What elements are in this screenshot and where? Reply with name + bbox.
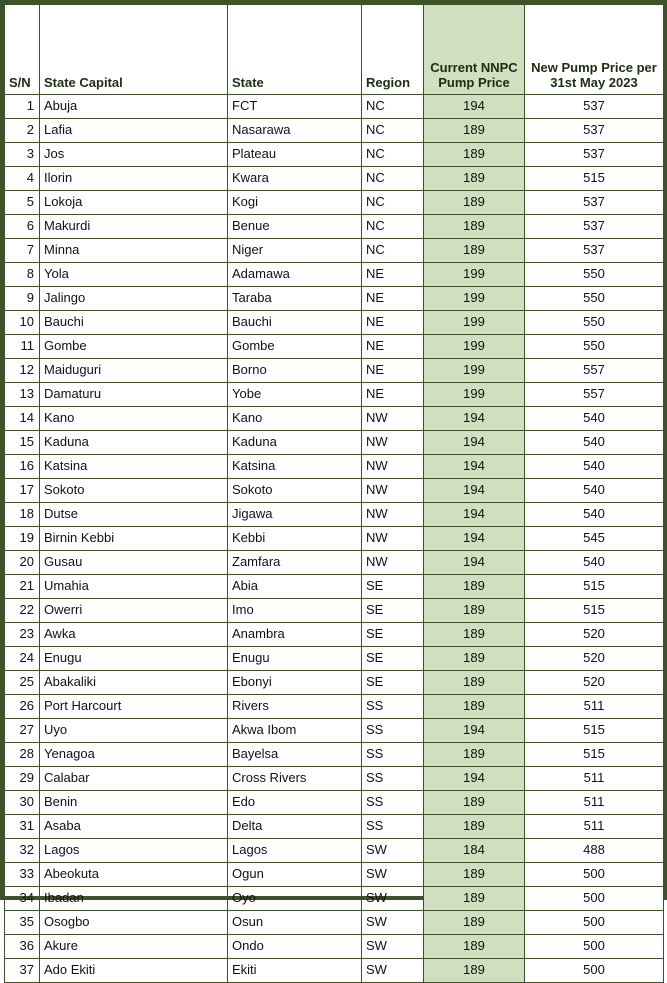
cell-sn: 21: [5, 575, 40, 599]
cell-state: Kogi: [228, 191, 362, 215]
table-row: [5, 503, 664, 527]
cell-sn: 15: [5, 431, 40, 455]
cell-state-capital: Enugu: [40, 647, 228, 671]
table-row: [5, 191, 664, 215]
table-row: [5, 287, 664, 311]
cell-new-price: 515: [525, 575, 664, 599]
cell-state-capital: Lokoja: [40, 191, 228, 215]
cell-state: Gombe: [228, 335, 362, 359]
cell-sn: 18: [5, 503, 40, 527]
cell-state: Bauchi: [228, 311, 362, 335]
table-row: [5, 239, 664, 263]
cell-state: Oyo: [228, 887, 362, 911]
cell-new-price: 511: [525, 815, 664, 839]
cell-state-capital: Lagos: [40, 839, 228, 863]
table-row: [5, 863, 664, 887]
cell-new-price: 537: [525, 95, 664, 119]
cell-state: Anambra: [228, 623, 362, 647]
cell-new-price: 540: [525, 431, 664, 455]
table-row: [5, 839, 664, 863]
cell-state: Adamawa: [228, 263, 362, 287]
table-row: [5, 455, 664, 479]
cell-region: SE: [362, 575, 424, 599]
cell-region: NE: [362, 383, 424, 407]
cell-state: FCT: [228, 95, 362, 119]
cell-region: NC: [362, 95, 424, 119]
table-row: [5, 143, 664, 167]
table-row: [5, 743, 664, 767]
cell-current-price: 194: [424, 551, 525, 575]
cell-sn: 37: [5, 959, 40, 983]
column-header-capital: State Capital: [40, 5, 228, 95]
cell-new-price: 520: [525, 623, 664, 647]
cell-new-price: 488: [525, 839, 664, 863]
cell-state: Enugu: [228, 647, 362, 671]
cell-state-capital: Birnin Kebbi: [40, 527, 228, 551]
cell-current-price: 194: [424, 407, 525, 431]
cell-state-capital: Abakaliki: [40, 671, 228, 695]
cell-region: NW: [362, 551, 424, 575]
column-header-state: State: [228, 5, 362, 95]
table-row: [5, 119, 664, 143]
cell-new-price: 537: [525, 119, 664, 143]
cell-region: NC: [362, 167, 424, 191]
table-row: [5, 431, 664, 455]
cell-state: Ekiti: [228, 959, 362, 983]
cell-new-price: 515: [525, 167, 664, 191]
cell-state: Benue: [228, 215, 362, 239]
cell-current-price: 189: [424, 959, 525, 983]
cell-state: Sokoto: [228, 479, 362, 503]
cell-current-price: 189: [424, 743, 525, 767]
cell-current-price: 189: [424, 815, 525, 839]
pump-price-table: [4, 4, 664, 983]
column-header-new-price: New Pump Price per 31st May 2023: [525, 5, 664, 95]
cell-sn: 14: [5, 407, 40, 431]
table-row: [5, 815, 664, 839]
cell-current-price: 189: [424, 167, 525, 191]
cell-region: SS: [362, 695, 424, 719]
cell-state-capital: Katsina: [40, 455, 228, 479]
cell-state: Delta: [228, 815, 362, 839]
cell-sn: 6: [5, 215, 40, 239]
cell-sn: 35: [5, 911, 40, 935]
cell-sn: 4: [5, 167, 40, 191]
cell-state-capital: Ilorin: [40, 167, 228, 191]
table-row: [5, 719, 664, 743]
cell-current-price: 199: [424, 335, 525, 359]
cell-new-price: 540: [525, 455, 664, 479]
table-row: [5, 359, 664, 383]
cell-state-capital: Bauchi: [40, 311, 228, 335]
cell-current-price: 189: [424, 935, 525, 959]
cell-current-price: 189: [424, 695, 525, 719]
cell-current-price: 199: [424, 311, 525, 335]
table-body: [5, 95, 664, 983]
cell-current-price: 184: [424, 839, 525, 863]
table-row: [5, 479, 664, 503]
cell-sn: 34: [5, 887, 40, 911]
cell-sn: 26: [5, 695, 40, 719]
cell-sn: 17: [5, 479, 40, 503]
column-header-sn: S/N: [5, 5, 40, 95]
cell-current-price: 199: [424, 359, 525, 383]
cell-new-price: 540: [525, 551, 664, 575]
table-row: [5, 95, 664, 119]
cell-region: NW: [362, 407, 424, 431]
cell-new-price: 540: [525, 479, 664, 503]
cell-region: SE: [362, 599, 424, 623]
cell-state-capital: Gusau: [40, 551, 228, 575]
table-row: [5, 167, 664, 191]
cell-current-price: 189: [424, 623, 525, 647]
cell-state-capital: Benin: [40, 791, 228, 815]
cell-new-price: 511: [525, 767, 664, 791]
cell-current-price: 189: [424, 239, 525, 263]
cell-state-capital: Makurdi: [40, 215, 228, 239]
table-row: [5, 215, 664, 239]
cell-state: Niger: [228, 239, 362, 263]
table-row: [5, 959, 664, 983]
table-row: [5, 311, 664, 335]
cell-new-price: 550: [525, 335, 664, 359]
cell-new-price: 537: [525, 191, 664, 215]
cell-state: Ogun: [228, 863, 362, 887]
cell-region: NE: [362, 335, 424, 359]
cell-current-price: 194: [424, 767, 525, 791]
cell-state: Kebbi: [228, 527, 362, 551]
cell-state: Lagos: [228, 839, 362, 863]
cell-state: Jigawa: [228, 503, 362, 527]
cell-region: NW: [362, 503, 424, 527]
cell-sn: 30: [5, 791, 40, 815]
cell-sn: 33: [5, 863, 40, 887]
cell-region: SS: [362, 719, 424, 743]
cell-region: NE: [362, 311, 424, 335]
table-row: [5, 647, 664, 671]
cell-state-capital: Osogbo: [40, 911, 228, 935]
cell-new-price: 540: [525, 503, 664, 527]
cell-current-price: 194: [424, 503, 525, 527]
cell-new-price: 511: [525, 695, 664, 719]
cell-new-price: 520: [525, 671, 664, 695]
cell-sn: 5: [5, 191, 40, 215]
cell-state-capital: Abuja: [40, 95, 228, 119]
cell-new-price: 500: [525, 863, 664, 887]
cell-current-price: 194: [424, 455, 525, 479]
cell-sn: 3: [5, 143, 40, 167]
cell-region: SE: [362, 647, 424, 671]
cell-region: NW: [362, 479, 424, 503]
table-row: [5, 383, 664, 407]
cell-state: Borno: [228, 359, 362, 383]
cell-state-capital: Yola: [40, 263, 228, 287]
cell-new-price: 537: [525, 143, 664, 167]
table-row: [5, 623, 664, 647]
cell-state: Nasarawa: [228, 119, 362, 143]
cell-sn: 8: [5, 263, 40, 287]
cell-region: SS: [362, 743, 424, 767]
cell-state-capital: Abeokuta: [40, 863, 228, 887]
table-row: [5, 887, 664, 911]
cell-new-price: 500: [525, 959, 664, 983]
cell-current-price: 194: [424, 479, 525, 503]
cell-new-price: 511: [525, 791, 664, 815]
cell-current-price: 189: [424, 647, 525, 671]
cell-new-price: 537: [525, 215, 664, 239]
cell-region: NC: [362, 239, 424, 263]
cell-region: SW: [362, 959, 424, 983]
cell-new-price: 540: [525, 407, 664, 431]
cell-region: NC: [362, 215, 424, 239]
table-row: [5, 575, 664, 599]
cell-state-capital: Damaturu: [40, 383, 228, 407]
cell-sn: 22: [5, 599, 40, 623]
cell-new-price: 500: [525, 887, 664, 911]
cell-region: SE: [362, 671, 424, 695]
cell-state-capital: Yenagoa: [40, 743, 228, 767]
cell-state: Kaduna: [228, 431, 362, 455]
cell-state-capital: Kano: [40, 407, 228, 431]
cell-region: NW: [362, 455, 424, 479]
cell-sn: 20: [5, 551, 40, 575]
table-row: [5, 527, 664, 551]
cell-sn: 10: [5, 311, 40, 335]
table-row: [5, 551, 664, 575]
cell-region: SS: [362, 767, 424, 791]
cell-new-price: 537: [525, 239, 664, 263]
cell-state-capital: Asaba: [40, 815, 228, 839]
cell-state-capital: Ado Ekiti: [40, 959, 228, 983]
cell-sn: 19: [5, 527, 40, 551]
cell-state: Yobe: [228, 383, 362, 407]
cell-current-price: 189: [424, 599, 525, 623]
cell-state-capital: Dutse: [40, 503, 228, 527]
table-header: [5, 5, 664, 95]
cell-sn: 16: [5, 455, 40, 479]
cell-region: NC: [362, 119, 424, 143]
cell-current-price: 189: [424, 791, 525, 815]
cell-region: SE: [362, 623, 424, 647]
cell-region: NW: [362, 431, 424, 455]
cell-state: Kwara: [228, 167, 362, 191]
cell-current-price: 194: [424, 527, 525, 551]
cell-sn: 36: [5, 935, 40, 959]
cell-state: Cross Rivers: [228, 767, 362, 791]
cell-sn: 11: [5, 335, 40, 359]
cell-new-price: 515: [525, 599, 664, 623]
cell-state-capital: Port Harcourt: [40, 695, 228, 719]
cell-state-capital: Kaduna: [40, 431, 228, 455]
cell-region: SS: [362, 791, 424, 815]
table-row: [5, 407, 664, 431]
cell-new-price: 500: [525, 911, 664, 935]
cell-region: NW: [362, 527, 424, 551]
cell-state: Rivers: [228, 695, 362, 719]
cell-sn: 28: [5, 743, 40, 767]
cell-state-capital: Akure: [40, 935, 228, 959]
cell-region: SS: [362, 815, 424, 839]
cell-state: Ondo: [228, 935, 362, 959]
cell-new-price: 520: [525, 647, 664, 671]
cell-new-price: 515: [525, 743, 664, 767]
cell-sn: 27: [5, 719, 40, 743]
cell-state-capital: Owerri: [40, 599, 228, 623]
cell-sn: 13: [5, 383, 40, 407]
cell-region: NC: [362, 143, 424, 167]
cell-current-price: 194: [424, 719, 525, 743]
cell-state: Edo: [228, 791, 362, 815]
cell-new-price: 500: [525, 935, 664, 959]
cell-region: SW: [362, 911, 424, 935]
cell-current-price: 189: [424, 119, 525, 143]
cell-state: Plateau: [228, 143, 362, 167]
cell-state-capital: Gombe: [40, 335, 228, 359]
cell-sn: 7: [5, 239, 40, 263]
cell-state-capital: Calabar: [40, 767, 228, 791]
cell-state: Akwa Ibom: [228, 719, 362, 743]
cell-sn: 23: [5, 623, 40, 647]
column-header-region: Region: [362, 5, 424, 95]
cell-sn: 9: [5, 287, 40, 311]
cell-state: Kano: [228, 407, 362, 431]
cell-state: Abia: [228, 575, 362, 599]
cell-region: SW: [362, 839, 424, 863]
table-row: [5, 695, 664, 719]
cell-current-price: 189: [424, 575, 525, 599]
table-row: [5, 767, 664, 791]
cell-new-price: 515: [525, 719, 664, 743]
cell-current-price: 189: [424, 863, 525, 887]
cell-new-price: 557: [525, 383, 664, 407]
cell-current-price: 189: [424, 911, 525, 935]
header-row: [5, 5, 664, 95]
cell-state-capital: Minna: [40, 239, 228, 263]
cell-sn: 24: [5, 647, 40, 671]
cell-region: NC: [362, 191, 424, 215]
cell-state: Imo: [228, 599, 362, 623]
cell-current-price: 189: [424, 215, 525, 239]
cell-state-capital: Jalingo: [40, 287, 228, 311]
table-row: [5, 263, 664, 287]
cell-current-price: 199: [424, 383, 525, 407]
cell-current-price: 189: [424, 887, 525, 911]
cell-state: Katsina: [228, 455, 362, 479]
table-row: [5, 911, 664, 935]
cell-region: NE: [362, 263, 424, 287]
cell-state-capital: Umahia: [40, 575, 228, 599]
cell-new-price: 557: [525, 359, 664, 383]
cell-new-price: 550: [525, 287, 664, 311]
cell-region: SW: [362, 863, 424, 887]
cell-region: NE: [362, 287, 424, 311]
cell-region: SW: [362, 935, 424, 959]
cell-current-price: 199: [424, 263, 525, 287]
cell-sn: 25: [5, 671, 40, 695]
cell-region: SW: [362, 887, 424, 911]
cell-state-capital: Uyo: [40, 719, 228, 743]
table-row: [5, 791, 664, 815]
cell-sn: 1: [5, 95, 40, 119]
table-row: [5, 935, 664, 959]
cell-state-capital: Maiduguri: [40, 359, 228, 383]
cell-current-price: 199: [424, 287, 525, 311]
cell-state: Ebonyi: [228, 671, 362, 695]
cell-new-price: 550: [525, 263, 664, 287]
table-row: [5, 335, 664, 359]
cell-state-capital: Awka: [40, 623, 228, 647]
cell-current-price: 189: [424, 671, 525, 695]
cell-region: NE: [362, 359, 424, 383]
column-header-current-price: Current NNPC Pump Price: [424, 5, 525, 95]
cell-state-capital: Jos: [40, 143, 228, 167]
cell-sn: 31: [5, 815, 40, 839]
cell-sn: 2: [5, 119, 40, 143]
cell-current-price: 194: [424, 431, 525, 455]
cell-state: Taraba: [228, 287, 362, 311]
cell-sn: 12: [5, 359, 40, 383]
table-row: [5, 671, 664, 695]
cell-state-capital: Ibadan: [40, 887, 228, 911]
cell-state: Osun: [228, 911, 362, 935]
cell-current-price: 194: [424, 95, 525, 119]
cell-state: Bayelsa: [228, 743, 362, 767]
table-row: [5, 599, 664, 623]
cell-sn: 32: [5, 839, 40, 863]
cell-sn: 29: [5, 767, 40, 791]
cell-new-price: 545: [525, 527, 664, 551]
cell-state: Zamfara: [228, 551, 362, 575]
cell-current-price: 189: [424, 191, 525, 215]
cell-current-price: 189: [424, 143, 525, 167]
cell-new-price: 550: [525, 311, 664, 335]
cell-state-capital: Sokoto: [40, 479, 228, 503]
cell-state-capital: Lafia: [40, 119, 228, 143]
